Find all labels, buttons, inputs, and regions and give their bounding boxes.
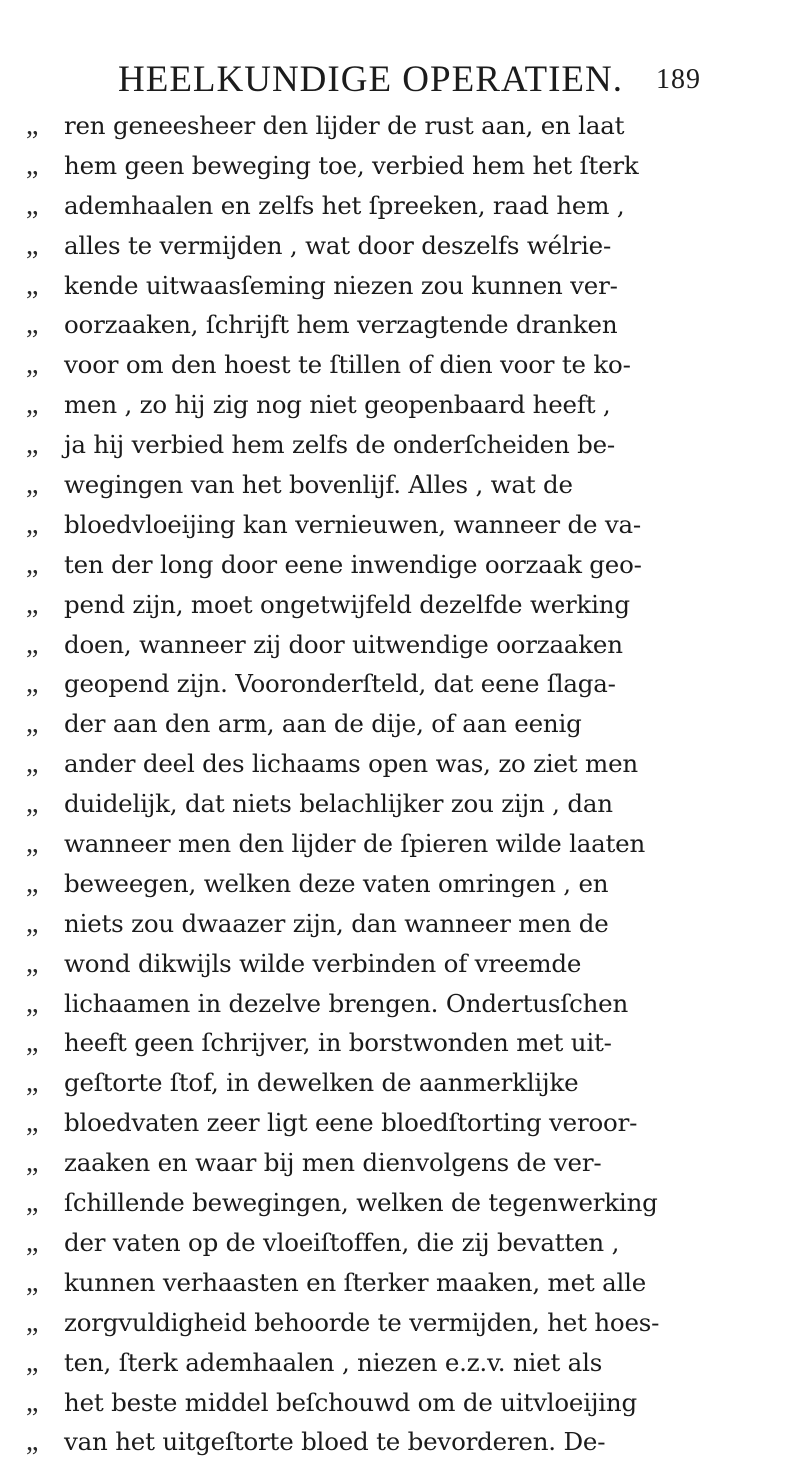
text-line: [26, 1063, 796, 1103]
text-line: [26, 904, 796, 944]
quotation-mark: „: [26, 907, 39, 939]
quotation-mark: „: [26, 1187, 39, 1219]
text-line: [26, 1422, 796, 1462]
line-text: het beste middel beſchouwd om de uitvloeijing: [64, 1387, 637, 1417]
quotation-mark: „: [26, 828, 39, 860]
quotation-mark: „: [26, 110, 39, 141]
text-line: [26, 146, 796, 186]
quotation-mark: „: [26, 149, 39, 181]
quotation-mark: „: [26, 987, 39, 1019]
quotation-mark: „: [26, 508, 39, 540]
text-line: [26, 824, 796, 864]
line-text: doen, wanneer zij door uitwendige oorzaaken: [64, 629, 623, 659]
text-line: [26, 1183, 796, 1223]
text-line: [26, 266, 796, 306]
text-line: [26, 984, 796, 1024]
text-line: [26, 625, 796, 665]
text-line: [26, 744, 796, 784]
line-text: zaaken en waar bij men dienvolgens de ver-: [64, 1148, 602, 1178]
body-text: [26, 106, 796, 1462]
text-line: [26, 1343, 796, 1383]
line-text: lichaamen in dezelve brengen. Ondertusſchen: [64, 988, 629, 1018]
quotation-mark: „: [26, 469, 39, 501]
line-text: ja hij verbied hem zelfs de onderſcheiden be-: [64, 430, 616, 460]
line-text: alles te vermijden , wat door deszelfs wélrie-: [64, 230, 612, 260]
line-text: van het uitgeſtorte bloed te bevorderen. De-: [64, 1427, 606, 1457]
line-text: wanneer men den lijder de ſpieren wilde laaten: [64, 829, 646, 859]
text-line: [26, 425, 796, 465]
running-head: [118, 60, 718, 100]
line-text: der vaten op de vloeiſtoffen, die zij bevatten ,: [64, 1227, 620, 1257]
line-text: hem geen beweging toe, verbied hem het ſterk: [64, 150, 639, 180]
text-line: [26, 784, 796, 824]
text-line: [26, 1383, 796, 1423]
line-text: ten der long door eene inwendige oorzaak geo-: [64, 549, 642, 579]
text-line: [26, 704, 796, 744]
line-text: geopend zijn. Vooronderſteld, dat eene ſlaga-: [64, 669, 616, 699]
text-line: [26, 1263, 796, 1303]
quotation-mark: „: [26, 429, 39, 461]
line-text: men , zo hij zig nog niet geopenbaard heeft ,: [64, 390, 611, 420]
line-text: zorgvuldigheid behoorde te vermijden, het hoes-: [64, 1307, 660, 1337]
line-text: ander deel des lichaams open was, zo ziet men: [64, 749, 638, 779]
quotation-mark: „: [26, 1027, 39, 1059]
line-text: oorzaaken, ſchrijft hem verzagtende dranken: [64, 310, 618, 340]
text-line: [26, 1023, 796, 1063]
text-line: [26, 106, 796, 146]
text-line: [26, 944, 796, 984]
text-line: [26, 1103, 796, 1143]
text-line: [26, 585, 796, 625]
line-text: beweegen, welken deze vaten omringen , en: [64, 868, 609, 898]
quotation-mark: „: [26, 588, 39, 620]
line-text: ademhaalen en zelfs het ſpreeken, raad hem ,: [64, 190, 625, 220]
text-line: [26, 864, 796, 904]
quotation-mark: „: [26, 389, 39, 421]
line-text: ren geneesheer den lijder de rust aan, en laat: [64, 111, 625, 140]
quotation-mark: „: [26, 668, 39, 700]
quotation-mark: „: [26, 1306, 39, 1338]
quotation-mark: „: [26, 269, 39, 301]
line-text: ſchillende bewegingen, welken de tegenwerking: [64, 1188, 658, 1218]
line-text: wegingen van het bovenlijf. Alles , wat de: [64, 470, 573, 500]
line-text: pend zijn, moet ongetwijfeld dezelfde werking: [64, 589, 630, 619]
text-line: [26, 1303, 796, 1343]
quotation-mark: „: [26, 947, 39, 979]
line-text: bloedvaten zeer ligt eene bloedſtorting veroor-: [64, 1108, 638, 1138]
text-line: [26, 505, 796, 545]
line-text: kunnen verhaasten en ſterker maaken, met alle: [64, 1267, 647, 1297]
line-text: der aan den arm, aan de dije, of aan eenig: [64, 709, 582, 739]
quotation-mark: „: [26, 1147, 39, 1179]
quotation-mark: „: [26, 229, 39, 261]
line-text: wond dikwijls wilde verbinden of vreemde: [64, 948, 582, 978]
line-text: geſtorte ſtof, in dewelken de aanmerklijke: [64, 1068, 579, 1098]
text-line: [26, 545, 796, 585]
text-line: [26, 226, 796, 266]
quotation-mark: „: [26, 189, 39, 221]
line-text: voor om den hoest te ſtillen of dien voor te ko-: [64, 350, 631, 380]
quotation-mark: „: [26, 1107, 39, 1139]
line-text: kende uitwaasſeming niezen zou kunnen ver-: [64, 270, 618, 300]
text-line: [26, 305, 796, 345]
quotation-mark: „: [26, 1426, 39, 1458]
quotation-mark: „: [26, 628, 39, 660]
quotation-mark: „: [26, 1067, 39, 1099]
quotation-mark: „: [26, 788, 39, 820]
text-line: [26, 1143, 796, 1183]
quotation-mark: „: [26, 867, 39, 899]
quotation-mark: „: [26, 708, 39, 740]
text-line: [26, 1223, 796, 1263]
text-line: [26, 186, 796, 226]
line-text: duidelijk, dat niets belachlijker zou zijn , dan: [64, 789, 613, 819]
quotation-mark: „: [26, 349, 39, 381]
quotation-mark: „: [26, 1386, 39, 1418]
text-line: [26, 664, 796, 704]
quotation-mark: „: [26, 309, 39, 341]
text-line: [26, 345, 796, 385]
quotation-mark: „: [26, 1346, 39, 1378]
quotation-mark: „: [26, 548, 39, 580]
line-text: ten, ſterk ademhaalen , niezen e.z.v. niet als: [64, 1347, 603, 1377]
line-text: heeft geen ſchrijver, in borstwonden met uit-: [64, 1028, 612, 1058]
text-line: [26, 465, 796, 505]
chapter-title: HEELKUNDIGE OPERATIEN.: [118, 59, 623, 100]
quotation-mark: „: [26, 748, 39, 780]
page-number: 189: [656, 64, 701, 95]
text-line: [26, 385, 796, 425]
line-text: bloedvloeijing kan vernieuwen, wanneer de va-: [64, 509, 642, 539]
quotation-mark: „: [26, 1226, 39, 1258]
quotation-mark: „: [26, 1266, 39, 1298]
line-text: niets zou dwaazer zijn, dan wanneer men de: [64, 908, 609, 938]
